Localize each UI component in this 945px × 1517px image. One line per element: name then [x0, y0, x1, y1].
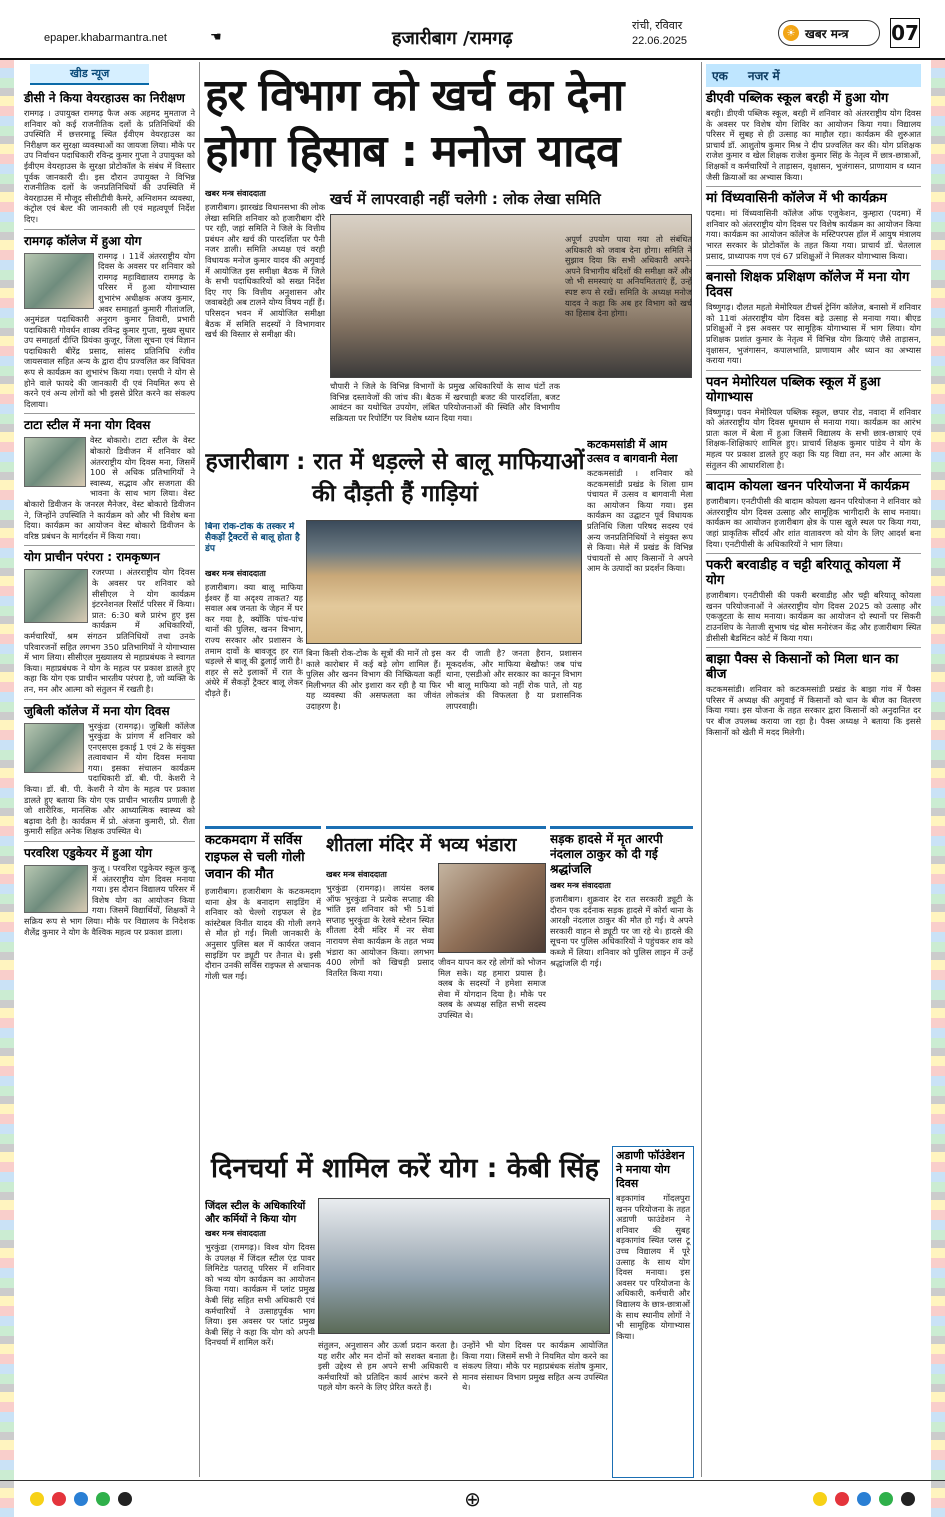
sand-caption: बिना रोक-टोक के तस्कर में सैकड़ों ट्रैक्टरों से बालू होता है डंप [205, 522, 300, 554]
color-dots-right [813, 1492, 915, 1506]
tribute-body: हजारीबाग। शुक्रवार देर रात सरकारी ड्यूटी के दौरान एक दर्दनाक सड़क हादसे में कोर्रा थाना के आरक्षी नंदलाल ठाकुर की मौत हो गई। वे अपने सरकारी वाहन से ड्यूटी पर जा रहे थे। हादसे की सूचना पर पुलिस अधिकारियों ने पहुंचकर शव को कब्जे में लिया। शनिवार को पुलिस लाइन में उन्हें श्रद्धांजलि दी गई। [550, 894, 693, 968]
divider [706, 370, 921, 371]
divider [24, 229, 195, 230]
sand-byline: खबर मन्त्र संवाददाता [205, 569, 266, 578]
right-story-body: विष्णुगढ़। पवन मेमोरियल पब्लिक स्कूल, छपार रोड, नवादा में शनिवार को अंतरराष्ट्रीय योग दिवस धूमधाम से मनाया गया। कार्यक्रम का आरंभ प्रातः काल में बेला में हुआ जिसमें विद्यालय के सभी छात्र-छात्राएं एवं शिक्षक-शिक्षिकाएं शामिल हुए। प्राचार्य शिक्षक कुमार पांडेय ने योग के महत्व पर प्रकाश डालते हुए कहा कि यह विद्या तन, मन और आत्मा के संतुलन की आधारशिला है। [706, 406, 921, 470]
brand-sun-icon: ☀ [783, 25, 799, 41]
divider [706, 265, 921, 266]
color-dot [52, 1492, 66, 1506]
right-kicker-left: एक [712, 69, 728, 83]
temple-body: भुरकुंडा (रामगढ़)। लायंस क्लब ऑफ भुरकुंडा ने प्रत्येक सप्ताह की भांति इस शनिवार को भी 51वां सप्ताह भुरकुंडा के रेलवे स्टेशन स्थित शीतला देवी मंदिर में नर सेवा नारायण सेवा कार्यक्रम के तहत भव्य भंडारा का आयोजन किया। लगभग 400 लोगों को खिचड़ी प्रसाद वितरित किया गया। [326, 883, 434, 978]
main-story-col1 [205, 186, 325, 456]
issue-date: 22.06.2025 [632, 35, 688, 47]
left-story-1 [20, 91, 199, 225]
dateline [632, 19, 687, 49]
right-story-2 [702, 191, 925, 261]
left-margin-strip [0, 0, 14, 1517]
color-dot [30, 1492, 44, 1506]
main-col3-text: अपूर्ण उपयोग पाया गया तो संबंधित अधिकारी को जवाब देना होगा। समिति ने सुझाव दिया कि सभी अधिकारी अपने-अपने विभागीय बंदिशों की समीक्षा करें और जो भी समस्याएं या अनियमितताएं हैं, उन्हें स्पष्ट रूप से रखें। समिति के अध्यक्ष मनोज यादव ने कहा कि अब हर विभाग को खर्च का हिसाब देना होगा। [565, 234, 692, 319]
registration-bar [0, 1480, 945, 1517]
left-column [20, 62, 200, 1477]
kb-singh-col2 [318, 1340, 458, 1478]
kb-singh-headline: दिनचर्या में शामिल करें योग : केबी सिंह [210, 1153, 599, 1184]
main-subhead: खर्च में लापरवाही नहीं चलेगी : लोक लेखा समिति [330, 190, 601, 208]
color-dot [901, 1492, 915, 1506]
rifle-body: हजारीबाग। हजारीबाग के कटकमदाग थाना क्षेत्र के बनादाग साइडिंग में शनिवार को चेल्लो राइफल से हेड कांस्टेबल विनीत यादव की गोली लगने से मौत हो गई। मिली जानकारी के अनुसार पुलिस बल में कार्यरत जवान साइडिंग पर ड्यूटी पर तैनात थे। इसी दौरान उनकी सर्विस राइफल से अचानक गोली चल गई। [205, 886, 321, 981]
right-story-6 [702, 558, 925, 643]
right-column [701, 62, 925, 1477]
left-story-3 [20, 418, 199, 541]
hand-pointer-icon: ☚ [210, 30, 222, 45]
kb-singh-body: भुरकुंडा (रामगढ़)। विश्व योग दिवस के उपलक्ष में जिंदल स्टील एंड पावर लिमिटेड पतरातू परिसर में शनिवार को भव्य योग कार्यक्रम का आयोजन किया गया। कार्यक्रम में प्लांट प्रमुख केबी सिंह सहित सभी अधिकारी एवं कर्मचारियों ने उत्साहपूर्वक भाग लिया। इस अवसर पर प्लांट प्रमुख केबी सिंह ने कहा कि योग को अपनी दिनचर्या में शामिल करें। [205, 1242, 315, 1348]
jindal-yoga-photo [318, 1198, 610, 1334]
brand-name: खबर मन्त्र [805, 26, 849, 41]
left-story-4 [20, 550, 199, 694]
right-kicker-right: नजर में [747, 69, 780, 83]
mango-fest-headline: कटकमसांडी में आम उत्सव व बागवानी मेला [587, 438, 678, 465]
tribute-byline: खबर मन्त्र संवाददाता [550, 881, 611, 890]
left-story-body: रामगढ़ । उपायुक्त रामगढ़ फैज अक अहमद मुमताज ने शनिवार को कई राजनीतिक दलों के प्रतिनिधियों की उपस्थिति में छत्तरमाडू स्थित ईवीएम वेयरहाउस का निरीक्षण कर सुरक्षा व्यवस्थाओं का जायजा लिया। मौके पर उप निर्वाचन पदाधिकारी रविन्द्र कुमार गुप्ता ने उपायुक्त को ईवीएम वेयरहाउस के सुरक्षा प्रोटोकॉल के संबंध में विस्तार पूर्वक जानकारी दी। इस दौरान उपायुक्त ने विभिन्न राजनीतिक दलों के जनप्रतिनिधियों की उपस्थिति में वेयरहाउस में मौजूद सीसीटीवी कैमरे, अग्निशमन व्यवस्था, कंट्रोल एवं बेल्ट की जानकारी ली एवं महत्वपूर्ण निर्देश दिए। [24, 108, 195, 224]
mango-fest-body: कटकमसांडी । शनिवार को कटकमसांडी प्रखंड के शिला ग्राम पंचायत में उत्सव व बागवानी मेला का आयोजन किया गया। इस कार्यक्रम का उद्घाटन पूर्व विधायक प्रतिनिधि जिला परिषद सदस्य एवं अन्य जनप्रतिनिधियों ने संयुक्त रूप से किया। मेले में प्रखंड के विभिन्न पंचायतों से आए किसानों ने अपने आम के उत्पादों का प्रदर्शन किया। [587, 468, 693, 574]
color-dot [813, 1492, 827, 1506]
right-story-1 [702, 91, 925, 182]
sand-col3: कर दी जाती है? जनता हैरान, प्रशासन मूकदर्शक, और माफिया बेखौफ! जब पांच थाना, एसडीओ और सरकार का कानून विभाग भी बालू माफिया को नहीं रोक पाते, तो यह लोकतंत्र की विफलता है या प्रशासनिक लापरवाही। [446, 648, 582, 711]
left-story-photo [24, 723, 84, 773]
left-story-body: रामगढ़ । 11वें अंतरराष्ट्रीय योग दिवस के अवसर पर शनिवार को रामगढ़ महाविद्यालय रामगढ़ के परिसर में हुआ योगाभ्यास शुभारंभ अधीक्षक अजय कुमार, अवर समाहर्ता कुमारी गीतांजलि, अनुमंडल पदाधिकारी अनुराग कुमार तिवारी, प्रभारी पदाधिकारी गोवर्धन शाक्य रविन्द्र कुमार गुप्ता, मुख्य सुधार उप समाहर्ता दीप्ति प्रियंका कुजूर, जिला सूचना एवं विज्ञान पदाधिकारी बीरेंद्र प्रसाद, सांसद प्रतिनिधि रंजीव जायसवाल सहित अन्य के द्वारा दीप प्रज्वलित कर विधिवत रूप से कार्यक्रम का शुभारंभ किया गया। एसपी ने योग से होने वाले फायदे की जानकारी दी एवं नियमित रूप से करने एवं अन्य लोगों को भी इससे प्रेरित करने का संकल्प दिलाया। [24, 250, 195, 409]
sand-col2: बिना किसी रोक-टोक के सूत्रों की मानें तो इस काले कारोबार में कई बड़े लोग शामिल हैं। पुलिस और खनन विभाग की निष्क्रियता कहीं मिलीभगत की ओर इशारा कर रही है या फिर यह व्यवस्था की असफलता का जीवंत उदाहरण है। [306, 648, 441, 711]
rifle-headline: कटकमदाग में सर्विस राइफल से चली गोली जवान की मौत [205, 833, 305, 882]
right-story-title: बाझा पैक्स से किसानों को मिला धान का बीज [706, 652, 899, 683]
right-story-body: विष्णुगढ़। दौलत महतो मेमोरियल टीचर्स ट्रेनिंग कॉलेज, बनासो में शनिवार को 11वां अंतरराष्ट्रीय योग दिवस बड़े उत्साह से मनाया गया। बीएड प्रशिक्षुओं ने इस अवसर पर सामूहिक योगाभ्यास में भाग लिया। योग प्रशिक्षक प्रशांत कुमार के नेतृत्व में विभिन्न योग क्रियाएं जैसे ताड़ासन, वृक्षासन, भुजंगासन, कपालभाति, प्राणायाम और ध्यान का अभ्यास कराया गया। [706, 302, 921, 366]
main-caption-text: चौपारी ने जिले के विभिन्न विभागों के प्रमुख अधिकारियों के साथ घंटों तक विभिन्न दस्तावेजों की जांच की। बैठक में खरचाही बजट की पारदर्शिता, बजट आवंटन का यथोचित उपयोग, लंबित परियोजनाओं की स्थिति और विभागीय सक्रियता पर रिपोर्टिंग पर विशेष ध्यान दिया गया। [330, 381, 560, 423]
kb-singh-col3 [462, 1340, 608, 1478]
color-dot [835, 1492, 849, 1506]
color-dot [74, 1492, 88, 1506]
left-story-title: रामगढ़ कॉलेज में हुआ योग [24, 233, 142, 248]
sand-dump-photo [306, 520, 582, 644]
kb-singh-byline: खबर मन्त्र संवाददाता [205, 1229, 266, 1238]
main-story-col3 [565, 234, 692, 457]
site-url-link[interactable]: epaper.khabarmantra.net [44, 32, 167, 44]
color-dots-left [30, 1492, 132, 1506]
mango-fest-story [587, 436, 693, 822]
right-story-body: पदमा। मां विंध्यवासिनी कॉलेज ऑफ एजुकेशन, कुम्हारा (पदमा) में शनिवार को अंतरराष्ट्रीय योग दिवस पर विशेष कार्यक्रम का आयोजन किया गया। कार्यक्रम का आयोजन कॉलेज के मस्टिपरपस हॉल में आयुष मंत्रालय भारत सरकार के प्रोटोकॉल के तहत किया गया। प्राचार्य डॉ. चेतलाल प्रसाद, प्राध्यापक गण एवं 67 प्रशिक्षुओं ने मिलकर योगाभ्यास किया। [706, 208, 921, 261]
adani-headline: अडाणी फॉउंडेशन ने मनाया योग दिवस [616, 1149, 685, 1190]
right-story-body: कटकमसांडी। शनिवार को कटकमसांडी प्रखंड के बाझा गांव में पैक्स परिसर में अध्यक्ष की अगुवाई में किसानों को धान के बीज का वितरण किया गया। इस योजना के तहत सरकार द्वारा किसानों को अनुदानित दर पर बीज उपलब्ध कराया जा रहा है। पैक्स अध्यक्ष ने बताया कि इससे किसानों को खेती में मदद मिलेगी। [706, 684, 921, 737]
right-story-title: पकरी बरवाडीह व चट्टी बरियातू कोयला में योग [706, 558, 901, 589]
divider [706, 647, 921, 648]
right-story-3 [702, 270, 925, 366]
left-story-body: रजरप्पा । अंतरराष्ट्रीय योग दिवस के अवसर पर शनिवार को सीसीएल ने योग कार्यक्रम इंटरनेशनल रिसॉर्ट परिसर में किया। प्रात: 6:30 बजे प्रारंभ हुए इस कार्यक्रम में अधिकारियों, कर्मचारियों, श्रम संगठन प्रतिनिधियों तथा उनके परिवारजनों सहित लगभग 350 प्रतिभागियों ने योगाभ्यास में भाग लिया। सीसीएल मुख्यालय से महाप्रबंधक ने स्वागत किया। महाप्रबंधक ने योग के महत्व पर प्रकाश डालते हुए कहा कि योग एक प्राचीन भारतीय परंपरा है, जो व्यक्ति के तन, मन और आत्मा को संतुलन में रखती है। [24, 567, 195, 694]
page-number: 07 [890, 18, 920, 48]
kb-singh-sub: जिंदल स्टील के अधिकारियों और कर्मियों ने किया योग [205, 1201, 306, 1225]
right-kicker [706, 64, 921, 87]
left-story-title: टाटा स्टील में मना योग दिवस [24, 418, 151, 433]
right-story-title: बनासो शिक्षक प्रशिक्षण कॉलेज में मना योग दिवस [706, 270, 910, 301]
temple-headline: शीतला मंदिर में भव्य भंडारा [326, 834, 517, 856]
sand-story-col1 [205, 566, 303, 824]
adani-body: बड़कागांव गोंदलपुरा खनन परियोजना के तहत अडाणी फाउंडेशन ने शनिवार की सुबह बड़कागांव स्थित प्लस टू उच्च विद्यालय में पूरे उत्साह के साथ योग दिवस मनाया। इस अवसर पर परियोजना के अधिकारी, कर्मचारी और विद्यालय के छात्र-छात्राओं के साथ स्थानीय लोगों ने भी सामूहिक योगाभ्यास किया। [616, 1193, 690, 1341]
main-body: हजारीबाग। झारखंड विधानसभा की लोक लेखा समिति शनिवार को हजारीबाग दौरे पर रही, जहां समिति ने जिले के वित्तीय प्रबंधन और खर्च की पारदर्शिता पर पैनी नजर डाली। समिति अध्यक्ष एवं वरही विधायक मनोज कुमार यादव की अगुवाई में आयोजित इस समीक्षा बैठक में जिले के सभी पदाधिकारियों को सख्त निर्देश दिए गए कि वित्तीय अनुशासन और जवाबदेही अब टालने योग्य विषय नहीं हैं। परिसदन भवन में आयोजित समीक्षा बैठक में समिति सदस्यों ने विभागवार खर्च की विस्तार से समीक्षा की। [205, 202, 325, 340]
left-story-6 [20, 846, 199, 937]
left-story-title: जुबिली कॉलेज में मना योग दिवस [24, 703, 170, 718]
brand-logo [778, 20, 880, 46]
section-title: हजारीबाग /रामगढ़ [392, 28, 513, 49]
left-story-2 [20, 234, 199, 410]
color-dot [118, 1492, 132, 1506]
left-story-photo [24, 569, 88, 623]
left-story-body: वेस्ट बोकारो। टाटा स्टील के वेस्ट बोकारो डिवीजन में शनिवार को अंतरराष्ट्रीय योग दिवस मना, जिसमें 100 से अधिक प्रतिभागियों ने स्वास्थ्य, सद्भाव और सजगता की भावना के साथ भाग लिया। वेस्ट बोकारो डिवीजन के जनरल मैनेजर, वेस्ट बोकारो डिवीजन ने, जिन्होंने उपस्थिति ने कार्यक्रम को और भी विशेष बना दिया। कार्यक्रम का आयोजन वेस्ट बोकारो डिवीजन के वरिष्ठ प्रबंधन के मार्गदर्शन में किया गया। [24, 435, 195, 541]
right-story-title: पवन मेमोरियल पब्लिक स्कूल में हुआ योगाभ्यास [706, 374, 881, 405]
left-story-body: भुरकुंडा (रामगढ़)। जुबिली कॉलेज भुरकुंडा के प्रांगण में शनिवार को एनएसएस इकाई 1 एवं 2 के संयुक्त तत्वावधान में योग दिवस मनाया गया। इसका संचालन कार्यक्रम पदाधिकारी डॉ. बी. पी. केशरी ने किया। डॉ. बी. पी. केशरी ने योग के महत्व पर प्रकाश डालते हुए बताया कि योग एक प्राचीन भारतीय प्रणाली है जो शारीरिक, मानसिक और आध्यात्मिक स्वास्थ्य को बढ़ावा देती है। कार्यक्रम में प्रो. अंजना कुमारी, प्रो. रीता कुमारी सहित अनेक शिक्षक उपस्थित थे। [24, 720, 195, 837]
left-story-photo [24, 437, 86, 487]
divider [24, 545, 195, 546]
divider [24, 699, 195, 700]
divider [24, 841, 195, 842]
right-story-body: हजारीबाग। एनटीपीसी की बादाम कोयला खनन परियोजना ने शनिवार को अंतरराष्ट्रीय योग दिवस उत्साह और सामूहिक भागीदारी के साथ मनाया। कार्यक्रम का आयोजन हजारीबाग क्षेत्र के पास खुले स्थल पर किया गया, जहां प्राकृतिक सौंदर्य और शांत वातावरण को योग के लिए आदर्श बना दिया। एनटीपीसी के अधिकारियों ने भाग लिया। [706, 496, 921, 549]
main-byline: खबर मन्त्र संवाददाता [205, 189, 266, 198]
divider [706, 553, 921, 554]
left-story-photo [24, 253, 94, 309]
sand-story-headline-block [205, 446, 585, 516]
left-story-photo [24, 865, 88, 913]
left-story-body: कुजू । परवरिश एडुकेयर स्कूल कुजू में अंतरराष्ट्रीय योग दिवस मनाया गया। इस दौरान विद्यालय परिसर में विशेष योग का आयोजन किया गया। जिसमें विद्यार्थियों, शिक्षकों ने सक्रिय रूप से भाग लिया। मौके पर विद्यालय के निदेशक शैलेंद्र कुमार ने योग के वैश्विक महत्व पर प्रकाश डाला। [24, 863, 195, 937]
right-story-5 [702, 479, 925, 549]
right-story-title: बादाम कोयला खनन परियोजना में कार्यक्रम [706, 479, 910, 495]
divider [24, 413, 195, 414]
tribute-headline: सड़क हादसे में मृत आरपी नंदलाल ठाकुर को दी गई श्रद्धांजलि [550, 832, 663, 876]
kb-singh-col2-text: संतुलन, अनुशासन और ऊर्जा प्रदान करता है। यह शरीर और मन दोनों को सशक्त बनाता है। इसी उद्देश्य से हम अपने सभी अधिकारी व कर्मचारियों को प्रतिदिन कार्य आरंभ करने से पहले योग करने के लिए प्रेरित करते हैं। [318, 1340, 458, 1393]
right-story-title: डीएवी पब्लिक स्कूल बरही में हुआ योग [706, 91, 889, 106]
sand-story-col3 [446, 648, 582, 824]
temple-col2 [438, 957, 546, 1021]
left-story-title: डीसी ने किया वेयरहाउस का निरीक्षण [24, 91, 185, 105]
right-story-title: मां विंध्यवासिनी कॉलेज में भी कार्यक्रम [706, 191, 887, 207]
temple-byline: खबर मन्त्र संवाददाता [326, 870, 387, 879]
sand-story-headline: हजारीबाग : रात में धड़ल्ले से बालू माफियाओं की दौड़ती हैं गाड़ियां [205, 449, 585, 507]
temple-photo [438, 863, 546, 953]
color-dot [879, 1492, 893, 1506]
left-kicker: खीड न्यूज [30, 64, 149, 85]
right-story-body: हजारीबाग। एनटीपीसी की पकरी बरवाडीह और चट्टी बरियातू कोयला खनन परियोजनाओं ने अंतरराष्ट्रीय योग दिवस 2025 को उत्साह और एकजुटता के साथ मनाया। कार्यक्रम का आयोजन दो स्थानों पर सिकरी टाउनशिप के नेताजी सुभाष चंद्र बोस मनोरंजन केंद्र और हजारीबाग स्थित डीसीसी बैडमिंटन कोर्ट में किया गया। [706, 590, 921, 643]
masthead [0, 0, 945, 60]
registration-mark-icon: ⊕ [464, 1487, 481, 1511]
right-story-body: बरही। डीएवी पब्लिक स्कूल, बरही में शनिवार को अंतरराष्ट्रीय योग दिवस के अवसर पर विशेष योग शिविर का आयोजन किया गया। विद्यालय परिसर में सुबह से ही उत्साह का माहौल रहा। कार्यक्रम की शुरुआत प्राचार्य डॉ. आशुतोष कुमार मिश्र ने दीप प्रज्वलित कर की। योग प्रशिक्षक राजेश कुमार व खेल शिक्षक राजेश कुमार सिंह के नेतृत्व में छात्र-छात्राओं, शिक्षकों व कर्मचारियों ने ताड़ासन, वृक्षासन, भुजंगासन, प्राणायाम व ध्यान जैसी क्रियाओं का अभ्यास किया। [706, 108, 921, 182]
right-margin-strip [931, 0, 945, 1517]
adani-story [612, 1146, 694, 1478]
temple-col2-text: जीवन यापन कर रहे लोगों को भोजन मिल सके। यह हमारा प्रयास है। क्लब के सदस्यों ने हमेशा समाज सेवा में योगदान दिया है। मौके पर क्लब के अध्यक्ष सहित सभी सदस्य उपस्थित थे। [438, 957, 546, 1020]
temple-col1 [326, 867, 434, 978]
color-dot [857, 1492, 871, 1506]
main-headline: हर विभाग को खर्च का देना होगा हिसाब : मनोज यादव [205, 70, 624, 177]
color-dot [96, 1492, 110, 1506]
divider [706, 186, 921, 187]
divider [706, 474, 921, 475]
sand-story-col2 [306, 648, 441, 824]
left-story-5 [20, 704, 199, 838]
left-story-title: परवरिश एडुकेयर में हुआ योग [24, 846, 153, 861]
sand-body: हजारीबाग। क्या बालू माफिया ईश्वर हैं या अदृश्य ताकत? यह सवाल अब जनता के जेहन में घर कर गया है, क्योंकि पांच-पांच थानों की पुलिस, खनन विभाग, राज्य सरकार और प्रशासन के तमाम दावों के बावजूद हर रात धड़ल्ले से बालू की ढुलाई जारी है। शहर से सटे इलाकों में रात के अंधेरे में सैकड़ों ट्रैक्टर बालू लेकर दौड़ते हैं। [205, 582, 303, 698]
kb-singh-headline-block [205, 1146, 605, 1194]
right-story-7 [702, 652, 925, 737]
sand-caption-block [205, 522, 305, 562]
left-story-title: योग प्राचीन परंपरा : रामकृष्णन [24, 550, 160, 565]
kb-singh-col1 [205, 1198, 315, 1478]
kb-singh-col3-text: उन्होंने भी योग दिवस पर कार्यक्रम आयोजित किया गया। जिसमें सभी ने नियमित योग करने का संकल्प लिया। मौके पर महाप्रबंधक संतोष कुमार, मानव संसाधन विभाग प्रमुख सहित अन्य उपस्थित थे। [462, 1340, 608, 1393]
place-day: रांची, रविवार [632, 20, 683, 32]
right-story-4 [702, 375, 925, 471]
